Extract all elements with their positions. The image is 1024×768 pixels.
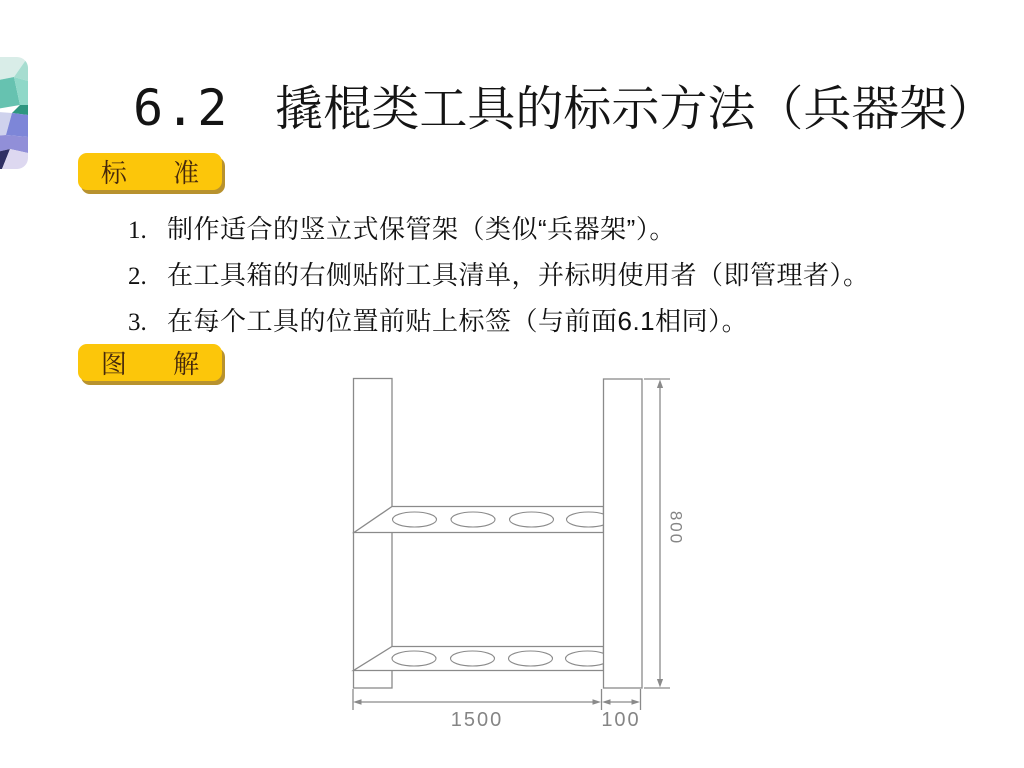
tool-hole bbox=[393, 512, 437, 527]
list-item-text: 在工具箱的右侧贴附工具清单，并标明使用者（即管理者）。 bbox=[167, 260, 870, 290]
dimension-width bbox=[353, 689, 602, 731]
dimension-height bbox=[644, 379, 686, 688]
rack-diagram bbox=[340, 365, 700, 737]
title-section-number: 6.2 bbox=[133, 79, 230, 137]
diagram-badge bbox=[78, 344, 222, 381]
corner-logo bbox=[0, 57, 28, 169]
dimension-height-label: 800 bbox=[666, 510, 686, 546]
tool-hole bbox=[451, 651, 495, 666]
list-item-number: 2. bbox=[128, 263, 147, 290]
standard-list bbox=[128, 206, 870, 344]
tool-hole bbox=[392, 651, 436, 666]
dimension-depth bbox=[601, 689, 640, 731]
dimension-width-label: 1500 bbox=[450, 709, 504, 731]
tool-hole bbox=[510, 512, 554, 527]
standard-badge bbox=[78, 153, 222, 190]
dimension-depth-label: 100 bbox=[601, 709, 641, 731]
tool-hole bbox=[451, 512, 495, 527]
page-title bbox=[133, 70, 995, 139]
list-item-text: 制作适合的竖立式保管架（类似“兵器架”）。 bbox=[167, 214, 676, 244]
list-item bbox=[128, 206, 870, 252]
tool-hole bbox=[509, 651, 553, 666]
list-item-text: 在每个工具的位置前贴上标签（与前面6.1相同）。 bbox=[167, 306, 749, 336]
rack-right-post bbox=[604, 379, 643, 688]
rack-left-post bbox=[354, 379, 393, 689]
list-item-number: 1. bbox=[128, 217, 147, 244]
standard-badge-label: 标 准 bbox=[100, 159, 200, 189]
list-item bbox=[128, 252, 870, 298]
title-text: 撬棍类工具的标示方法（兵器架） bbox=[275, 81, 996, 137]
list-item-number: 3. bbox=[128, 309, 147, 336]
diagram-badge-label: 图 解 bbox=[100, 350, 200, 380]
list-item bbox=[128, 298, 870, 344]
